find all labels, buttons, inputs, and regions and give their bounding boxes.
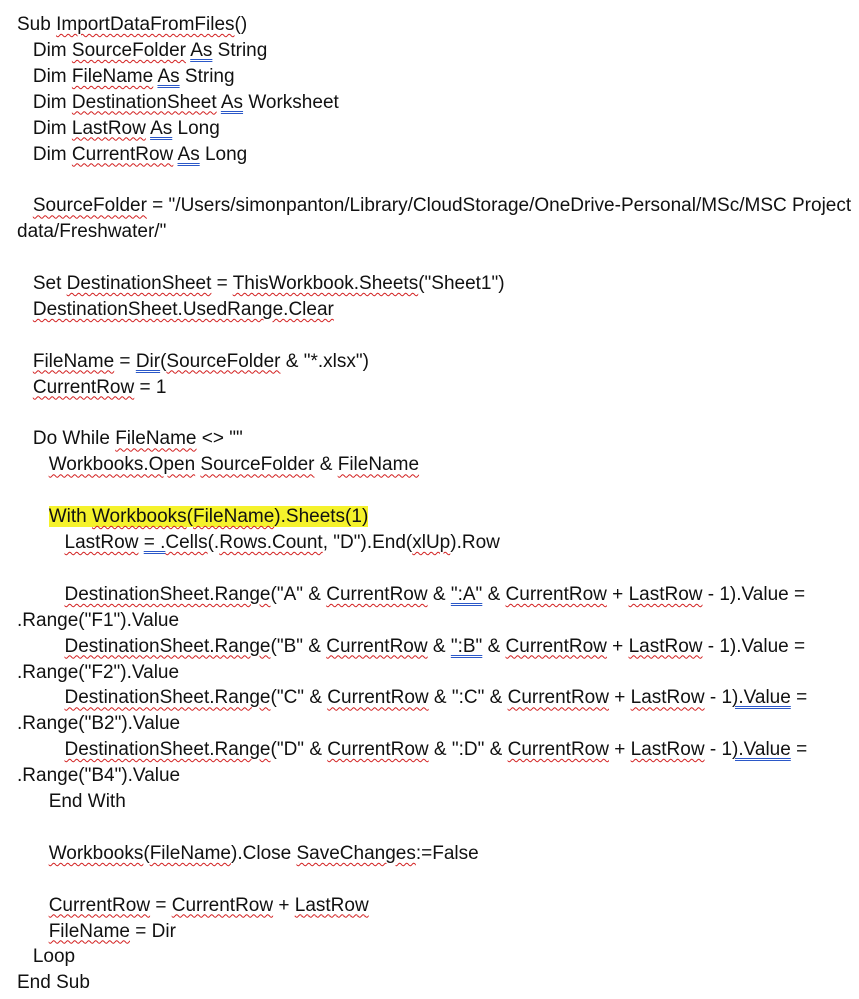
code-text: ("B" &: [270, 635, 327, 657]
code-line: [0, 90, 859, 116]
line-content: [33, 144, 247, 165]
code-line: [0, 970, 859, 996]
spelling-flagged-word: LastRow: [64, 532, 139, 553]
code-line: [0, 608, 859, 634]
code-text: Long: [172, 117, 220, 139]
code-text: End With: [48, 791, 126, 812]
spelling-flagged-word: CurrentRow: [48, 894, 151, 916]
spelling-flagged-word: FileName: [48, 920, 130, 942]
spelling-flagged-word: Cells: [165, 532, 208, 553]
code-text: .Range("B4").Value: [17, 765, 181, 787]
code-text: =: [790, 687, 808, 709]
code-text: &: [427, 583, 451, 605]
line-content: [33, 66, 235, 87]
code-text: Dim: [32, 65, 72, 87]
code-text: Dim: [32, 39, 72, 61]
line-content: [17, 972, 90, 993]
code-text: ).Sheets(1): [274, 506, 369, 528]
spelling-flagged-word: FileName: [149, 842, 232, 864]
line-indent: [17, 739, 65, 760]
grammar-flagged-text: As: [220, 91, 244, 113]
code-text: &: [482, 635, 506, 657]
code-text: = "/Users/simonpanton/Library/CloudStorage/OneDrive-Personal/MSc/MSC Project: [146, 195, 852, 217]
line-indent: [17, 506, 49, 527]
spelling-flagged-word: CurrentRow: [171, 894, 274, 916]
code-text: Sub: [17, 14, 57, 35]
line-indent: [17, 532, 65, 553]
grammar-flagged-text: ).Value: [732, 687, 791, 709]
spelling-flagged-word: SourceFolder: [32, 195, 147, 217]
code-text: Dim: [32, 143, 72, 165]
line-indent: [17, 273, 33, 294]
code-text: - 1: [704, 739, 733, 761]
line-content: [65, 584, 806, 605]
line-indent: [17, 92, 33, 113]
code-text: = 1: [134, 376, 167, 398]
grammar-flagged-text: Dir: [135, 350, 161, 372]
line-indent: [17, 791, 49, 812]
code-text: (: [160, 350, 167, 372]
line-indent: [17, 144, 33, 165]
spelling-flagged-word: ThisWorkbook.Sheets: [232, 273, 419, 294]
code-text: Worksheet: [243, 91, 339, 113]
code-text: data/Freshwater/": [17, 221, 167, 243]
code-line: [0, 660, 859, 686]
spelling-flagged-word: DestinationSheet.Range: [64, 739, 271, 761]
line-content: [65, 636, 806, 657]
code-text: & "*.xlsx"): [280, 350, 369, 372]
grammar-flagged-text: ":A": [450, 583, 483, 605]
code-text: Dim: [32, 117, 72, 139]
line-content: [65, 739, 808, 760]
line-content: [49, 895, 369, 916]
code-line: [0, 504, 859, 530]
code-text: +: [606, 635, 629, 657]
code-line: [0, 323, 859, 349]
code-text: Dim: [32, 91, 72, 113]
line-content: [17, 662, 179, 683]
code-line: [0, 426, 859, 452]
spelling-flagged-word: CurrentRow: [327, 687, 429, 709]
spelling-flagged-word: ImportDataFromFiles: [56, 14, 235, 35]
spelling-flagged-word: SaveChanges: [296, 842, 416, 864]
code-line: [0, 841, 859, 867]
code-line: [0, 271, 859, 297]
code-line: [0, 375, 859, 401]
code-text: ("A" &: [270, 583, 327, 605]
code-line: [0, 38, 859, 64]
spelling-flagged-word: LastRow: [630, 739, 705, 761]
line-indent: [17, 921, 49, 942]
line-content: [33, 40, 267, 61]
spelling-flagged-word: CurrentRow: [326, 635, 428, 657]
code-line: [0, 167, 859, 193]
spelling-flagged-word: DestinationSheet: [66, 273, 212, 294]
line-indent: [17, 687, 65, 708]
code-text: , "D").End(: [322, 532, 413, 553]
spelling-flagged-word: FileName: [32, 350, 115, 372]
code-line: [0, 763, 859, 789]
line-content: [33, 351, 369, 372]
spelling-flagged-word: LastRow: [71, 117, 146, 139]
code-text: =: [150, 894, 172, 916]
line-content: [33, 946, 75, 967]
code-line: [0, 530, 859, 556]
spelling-flagged-word: SourceFolder: [200, 454, 315, 476]
code-line: [0, 245, 859, 271]
highlighted-code: [49, 506, 369, 527]
code-text: With: [48, 506, 92, 528]
spelling-flagged-word: CurrentRow: [507, 687, 609, 709]
grammar-flagged-text: = .: [143, 532, 166, 553]
line-indent: [17, 895, 49, 916]
line-indent: [17, 428, 33, 449]
spelling-flagged-word: LastRow: [294, 894, 369, 916]
spelling-flagged-word: DestinationSheet.Range: [64, 583, 271, 605]
code-text: ("C" &: [270, 687, 328, 709]
line-indent: [17, 118, 33, 139]
code-text: +: [606, 583, 629, 605]
spelling-flagged-word: SourceFolder: [166, 350, 281, 372]
code-line: [0, 297, 859, 323]
code-text: - 1: [704, 687, 733, 709]
code-line: [0, 64, 859, 90]
code-text: & ":D" &: [428, 739, 508, 761]
code-line: [0, 349, 859, 375]
spelling-flagged-word: CurrentRow: [507, 739, 609, 761]
code-text: = Dir: [130, 920, 176, 942]
code-text: .Range("F1").Value: [17, 609, 180, 631]
spelling-flagged-word: FileName: [192, 506, 275, 528]
spelling-flagged-word: CurrentRow: [326, 583, 428, 605]
code-line: [0, 789, 859, 815]
line-content: [33, 428, 243, 449]
code-line: [0, 452, 859, 478]
code-text: +: [608, 687, 631, 709]
spelling-flagged-word: DestinationSheet.UsedRange.Clear: [32, 298, 334, 320]
spelling-flagged-word: CurrentRow: [505, 635, 607, 657]
spelling-flagged-word: FileName: [71, 65, 154, 87]
line-content: [17, 610, 179, 631]
code-line: [0, 944, 859, 970]
code-text: (: [143, 842, 150, 864]
spelling-flagged-word: Rows.Count: [219, 532, 323, 553]
line-indent: [17, 377, 33, 398]
line-indent: [17, 636, 65, 657]
code-text: +: [273, 894, 295, 916]
line-content: [33, 377, 167, 398]
grammar-flagged-text: As: [157, 65, 180, 87]
code-line: [0, 893, 859, 919]
line-content: [33, 195, 851, 216]
code-text: (): [234, 14, 248, 35]
grammar-flagged-text: ).Value: [732, 739, 791, 761]
code-text: & ":C" &: [428, 687, 508, 709]
line-content: [33, 118, 220, 139]
line-indent: [17, 351, 33, 372]
code-line: [0, 116, 859, 142]
grammar-flagged-text: As: [177, 143, 200, 165]
code-text: <> "": [196, 428, 243, 450]
spelling-flagged-word: FileName: [337, 454, 420, 476]
code-text: &: [314, 454, 338, 476]
code-line: [0, 556, 859, 582]
spelling-flagged-word: DestinationSheet: [71, 91, 217, 113]
code-line: [0, 867, 859, 893]
spelling-flagged-word: DestinationSheet.Range: [64, 635, 271, 657]
line-content: [49, 921, 176, 942]
code-text: String: [212, 39, 268, 61]
code-line: [0, 401, 859, 427]
line-indent: [17, 843, 49, 864]
spelling-flagged-word: xlUp: [412, 532, 451, 553]
code-line: [0, 815, 859, 841]
spelling-flagged-word: CurrentRow: [505, 583, 607, 605]
code-line: [0, 12, 859, 38]
line-content: [49, 791, 126, 812]
code-line: [0, 478, 859, 504]
code-text: ).Close: [231, 842, 297, 864]
code-line: [0, 919, 859, 945]
line-indent: [17, 40, 33, 61]
spelling-flagged-word: FileName: [115, 428, 197, 450]
spelling-flagged-word: SourceFolder: [71, 39, 186, 61]
code-text: Set: [32, 273, 67, 294]
line-indent: [17, 66, 33, 87]
code-line: [0, 193, 859, 219]
spelling-flagged-word: LastRow: [628, 583, 703, 605]
line-content: [33, 299, 334, 320]
code-line: [0, 582, 859, 608]
spelling-flagged-word: LastRow: [630, 687, 705, 709]
code-text: String: [179, 65, 235, 87]
line-indent: [17, 454, 49, 475]
line-content: [49, 843, 479, 864]
spelling-flagged-word: Workbooks: [91, 506, 187, 528]
line-indent: [17, 299, 33, 320]
line-indent: [17, 584, 65, 605]
code-text: (.: [207, 532, 220, 553]
line-content: [17, 765, 180, 786]
code-line: [0, 685, 859, 711]
line-content: [65, 532, 500, 553]
line-content: [17, 221, 166, 242]
code-text: :=False: [415, 842, 479, 864]
code-line: [0, 219, 859, 245]
line-indent: [17, 946, 33, 967]
grammar-flagged-text: As: [150, 117, 173, 139]
code-line: [0, 142, 859, 168]
code-text: Loop: [32, 946, 76, 968]
code-line: [0, 711, 859, 737]
line-indent: [17, 195, 33, 216]
spelling-flagged-word: CurrentRow: [32, 376, 135, 398]
spelling-flagged-word: DestinationSheet.Range: [64, 687, 271, 709]
code-text: Do While: [32, 428, 116, 450]
code-text: End Sub: [17, 972, 90, 994]
code-text: ).Row: [450, 532, 500, 553]
code-text: &: [482, 583, 506, 605]
code-text: .Range("B2").Value: [17, 713, 181, 735]
code-text: +: [608, 739, 631, 761]
code-text: .Range("F2").Value: [17, 661, 180, 683]
line-content: [33, 92, 339, 113]
line-content: [33, 273, 505, 294]
spelling-flagged-word: CurrentRow: [327, 739, 429, 761]
code-text: - 1).Value =: [702, 635, 806, 657]
code-text: =: [114, 350, 136, 372]
code-text: =: [211, 273, 233, 294]
code-text: - 1).Value =: [702, 583, 806, 605]
line-content: [49, 454, 419, 475]
spelling-flagged-word: Workbooks.Open: [48, 454, 196, 476]
code-text: ("D" &: [270, 739, 328, 761]
spelling-flagged-word: CurrentRow: [71, 143, 174, 165]
line-content: [17, 14, 247, 35]
code-text: Long: [199, 143, 248, 165]
line-content: [65, 687, 808, 708]
spelling-flagged-word: Workbooks: [48, 842, 144, 864]
code-line: [0, 634, 859, 660]
code-line: [0, 737, 859, 763]
grammar-flagged-text: As: [190, 39, 213, 61]
line-content: [17, 713, 180, 734]
grammar-flagged-text: ":B": [450, 635, 483, 657]
spelling-flagged-word: LastRow: [628, 635, 703, 657]
code-text: &: [427, 635, 451, 657]
code-text: ("Sheet1"): [418, 273, 505, 294]
code-text: (: [186, 506, 193, 528]
code-text: =: [790, 739, 808, 761]
